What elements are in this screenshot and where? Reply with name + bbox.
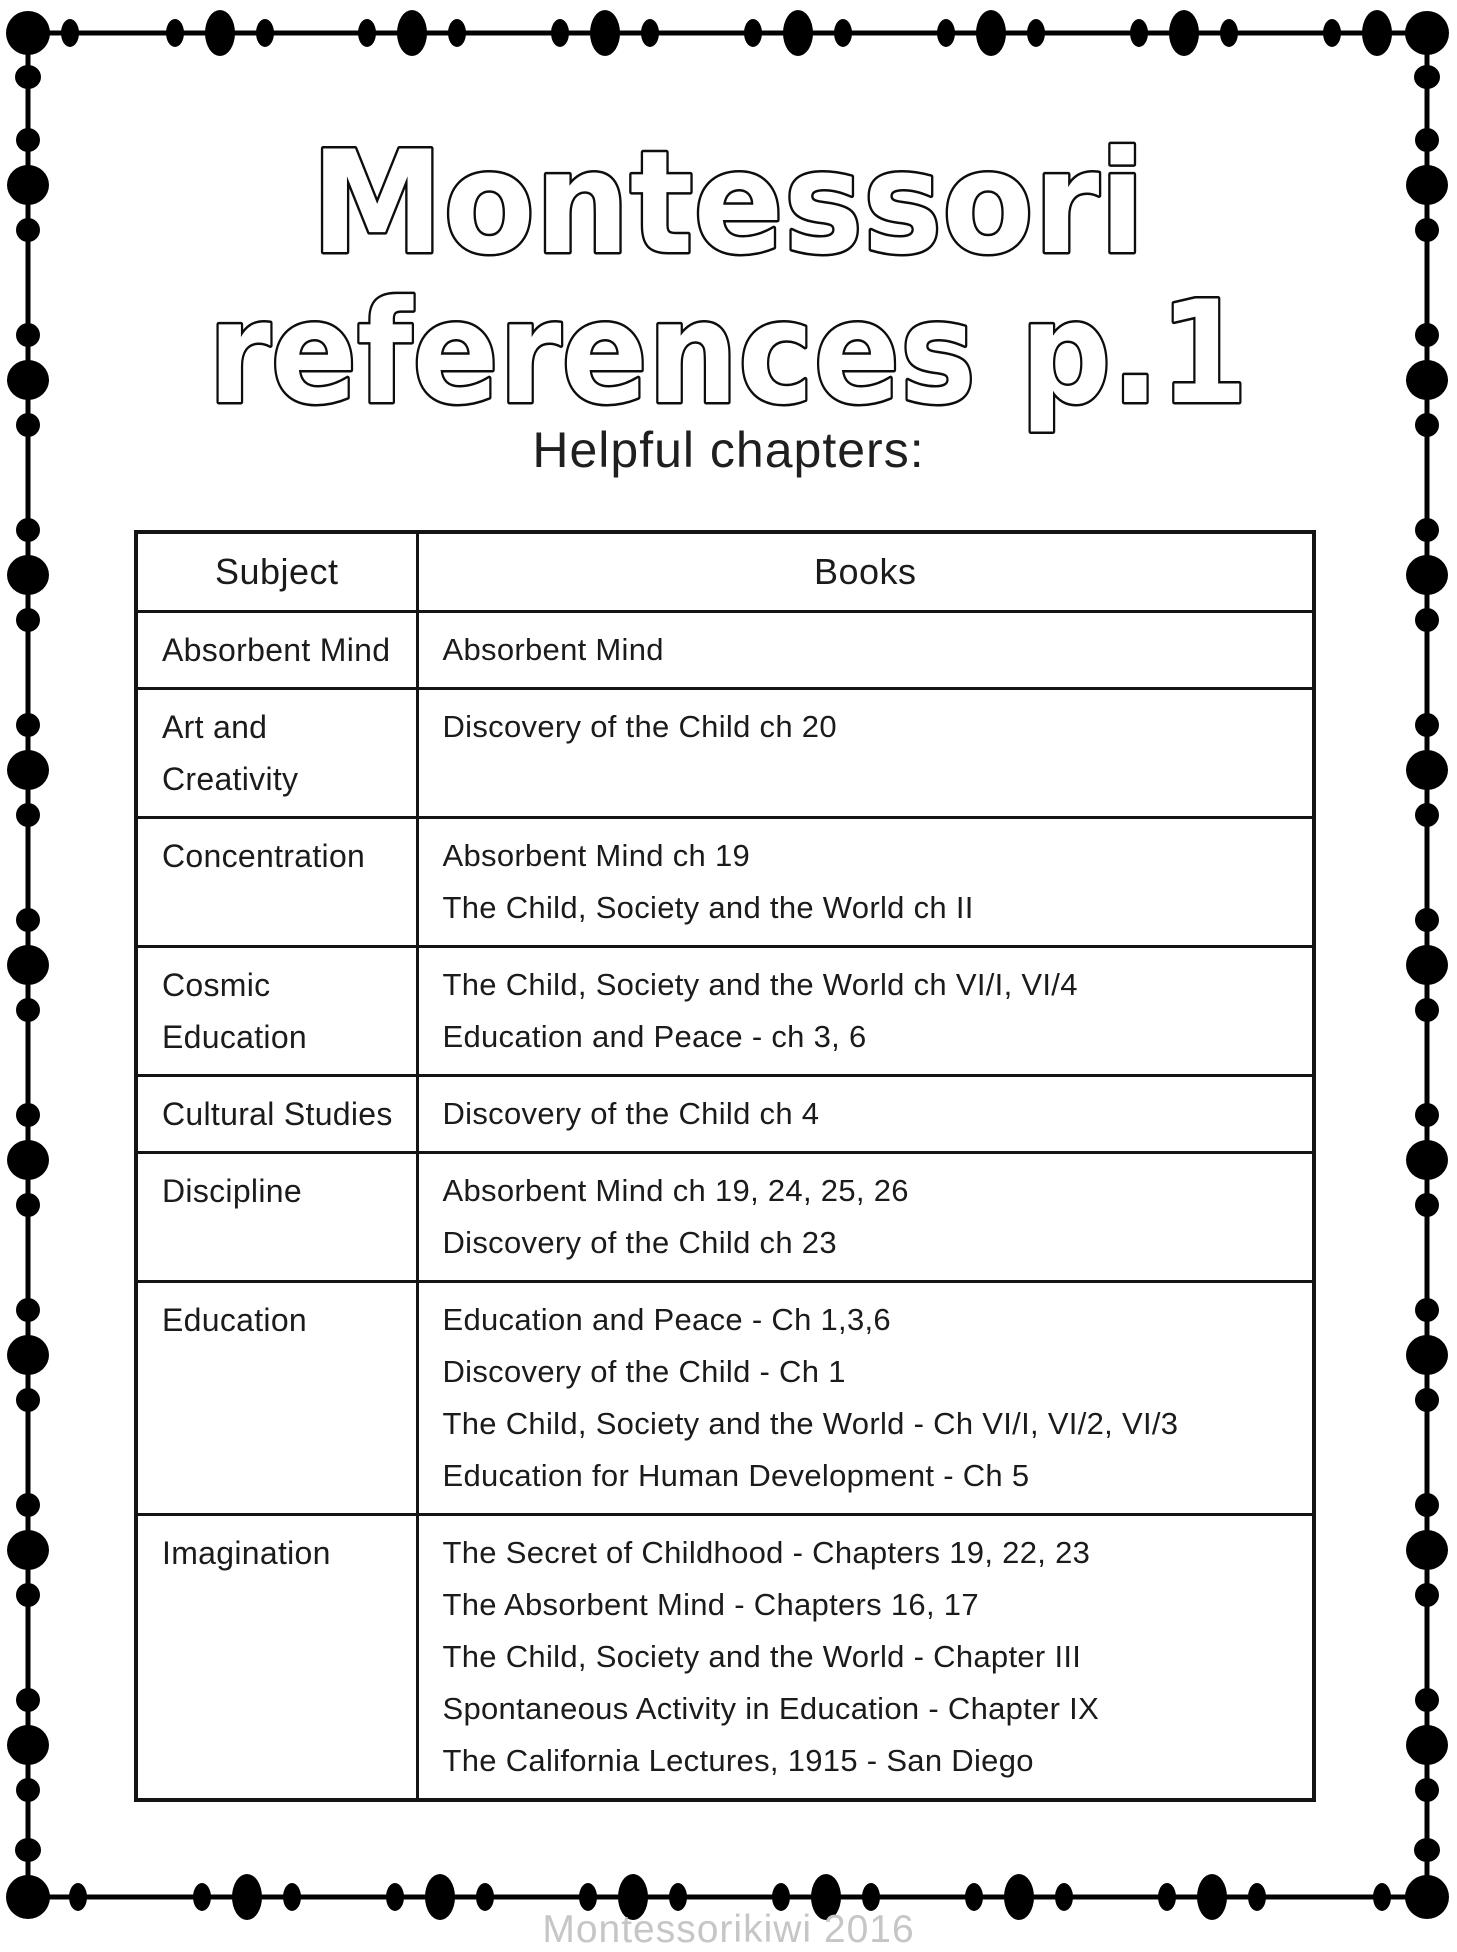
border-dot — [283, 1883, 301, 1911]
book-line: Discovery of the Child ch 23 — [442, 1225, 837, 1260]
subject-cell — [136, 1515, 417, 1801]
border-dot — [1415, 908, 1439, 932]
subject-line: Absorbent Mind — [162, 632, 391, 668]
subject-line: Creativity — [162, 761, 299, 797]
books-cell — [417, 947, 1314, 1076]
table-row — [136, 689, 1314, 818]
table-row — [136, 612, 1314, 689]
books-column-header: Books — [417, 532, 1314, 612]
book-line: The Child, Society and the World - Chapter III — [442, 1639, 1082, 1674]
border-dot — [386, 1883, 404, 1911]
table-row — [136, 947, 1314, 1076]
border-dot — [16, 998, 40, 1022]
subject-cell — [136, 689, 417, 818]
book-line: Absorbent Mind — [442, 632, 664, 667]
reference-table — [134, 530, 1316, 1802]
table-header — [136, 532, 1314, 612]
subject-line: Imagination — [162, 1535, 331, 1571]
border-dot — [579, 1883, 597, 1911]
border-dot — [1415, 608, 1439, 632]
subject-line: Discipline — [162, 1173, 302, 1209]
subject-cell — [136, 1153, 417, 1282]
border-dot — [1415, 803, 1439, 827]
border-dot — [69, 1883, 87, 1911]
border-dot — [1406, 555, 1448, 595]
subject-cell — [136, 1282, 417, 1515]
border-dot — [1415, 998, 1439, 1022]
books-cell — [417, 1076, 1314, 1153]
border-dot — [16, 1298, 40, 1322]
book-line: The Child, Society and the World ch VI/I, VI/4 — [442, 967, 1078, 1002]
border-dot — [669, 1883, 687, 1911]
border-dot — [16, 1103, 40, 1127]
border-dot — [7, 1335, 49, 1375]
subject-line: Concentration — [162, 838, 366, 874]
books-cell — [417, 1515, 1314, 1801]
books-cell — [417, 612, 1314, 689]
border-dot — [1406, 945, 1448, 985]
border-dot — [965, 1883, 983, 1911]
border-dot — [1415, 1688, 1439, 1712]
table-row — [136, 1153, 1314, 1282]
border-dot — [862, 1883, 880, 1911]
border-dot — [16, 608, 40, 632]
border-dot — [1055, 1883, 1073, 1911]
book-line: The Child, Society and the World - Ch VI/I, VI/2, VI/3 — [442, 1406, 1179, 1441]
table-row — [136, 1076, 1314, 1153]
subject-cell — [136, 612, 417, 689]
books-cell — [417, 818, 1314, 947]
border-dot — [1414, 1838, 1440, 1862]
border-dot — [1406, 1530, 1448, 1570]
border-dot — [1415, 1778, 1439, 1802]
book-line: Absorbent Mind ch 19 — [442, 838, 751, 873]
books-cell — [417, 1282, 1314, 1515]
subject-line: Education — [162, 1302, 308, 1338]
border-dot — [16, 1493, 40, 1517]
table-row — [136, 818, 1314, 947]
border-dot — [7, 1530, 49, 1570]
border-dot — [7, 555, 49, 595]
border-dot — [16, 1388, 40, 1412]
border-dot — [15, 1838, 41, 1862]
title-line-1: Montessori — [311, 121, 1145, 286]
border-dot — [1415, 518, 1439, 542]
book-line: The Child, Society and the World ch II — [442, 890, 974, 925]
border-dot — [193, 1883, 211, 1911]
border-dot — [1248, 1883, 1266, 1911]
border-dot — [772, 1883, 790, 1911]
title-line-2: references p.1 — [208, 271, 1248, 436]
books-cell — [417, 689, 1314, 818]
border-dot — [7, 1725, 49, 1765]
book-line: Education and Peace - ch 3, 6 — [442, 1019, 867, 1054]
border-dot — [16, 1193, 40, 1217]
border-dot — [7, 750, 49, 790]
border-dot — [16, 803, 40, 827]
border-dot — [1415, 1298, 1439, 1322]
border-dot — [1406, 1140, 1448, 1180]
subject-line: Cosmic — [162, 967, 271, 1003]
book-line: Absorbent Mind ch 19, 24, 25, 26 — [442, 1173, 909, 1208]
border-dot — [7, 1140, 49, 1180]
book-line: The Secret of Childhood - Chapters 19, 22, 23 — [442, 1535, 1091, 1570]
table-body — [136, 612, 1314, 1801]
border-dot — [476, 1883, 494, 1911]
subtitle: Helpful chapters: — [532, 422, 925, 478]
books-cell — [417, 1153, 1314, 1282]
subject-line: Cultural Studies — [162, 1096, 393, 1132]
border-dot — [16, 518, 40, 542]
border-dot — [1406, 1335, 1448, 1375]
subject-cell — [136, 1076, 417, 1153]
table-row — [136, 1282, 1314, 1515]
table-row — [136, 1515, 1314, 1801]
border-dot — [16, 908, 40, 932]
border-dot — [1415, 713, 1439, 737]
border-dot — [1373, 1883, 1391, 1911]
border-dot — [1415, 1493, 1439, 1517]
subject-line: Art and — [162, 709, 268, 745]
book-line: Discovery of the Child - Ch 1 — [442, 1354, 846, 1389]
border-dot — [7, 945, 49, 985]
border-dot — [1406, 750, 1448, 790]
border-dot — [16, 713, 40, 737]
subject-line: Education — [162, 1019, 308, 1055]
book-line: Spontaneous Activity in Education - Chapter IX — [442, 1691, 1100, 1726]
border-dot — [1415, 1388, 1439, 1412]
book-line: Discovery of the Child ch 4 — [442, 1096, 820, 1131]
border-dot — [1158, 1883, 1176, 1911]
border-dot — [1415, 1103, 1439, 1127]
subject-cell — [136, 947, 417, 1076]
border-dot — [16, 1583, 40, 1607]
book-line: Education and Peace - Ch 1,3,6 — [442, 1302, 891, 1337]
border-dot — [1415, 1193, 1439, 1217]
page-title — [0, 0, 1457, 450]
book-line: Education for Human Development - Ch 5 — [442, 1458, 1030, 1493]
footer-credit: Montessorikiwi 2016 — [542, 1908, 915, 1951]
subject-cell — [136, 818, 417, 947]
border-dot — [1415, 1583, 1439, 1607]
book-line: Discovery of the Child ch 20 — [442, 709, 837, 744]
book-line: The California Lectures, 1915 - San Diego — [442, 1743, 1034, 1778]
book-line: The Absorbent Mind - Chapters 16, 17 — [442, 1587, 979, 1622]
subject-column-header: Subject — [136, 532, 417, 612]
header-row — [136, 532, 1314, 612]
border-dot — [16, 1778, 40, 1802]
border-dot — [16, 1688, 40, 1712]
border-dot — [1406, 1725, 1448, 1765]
